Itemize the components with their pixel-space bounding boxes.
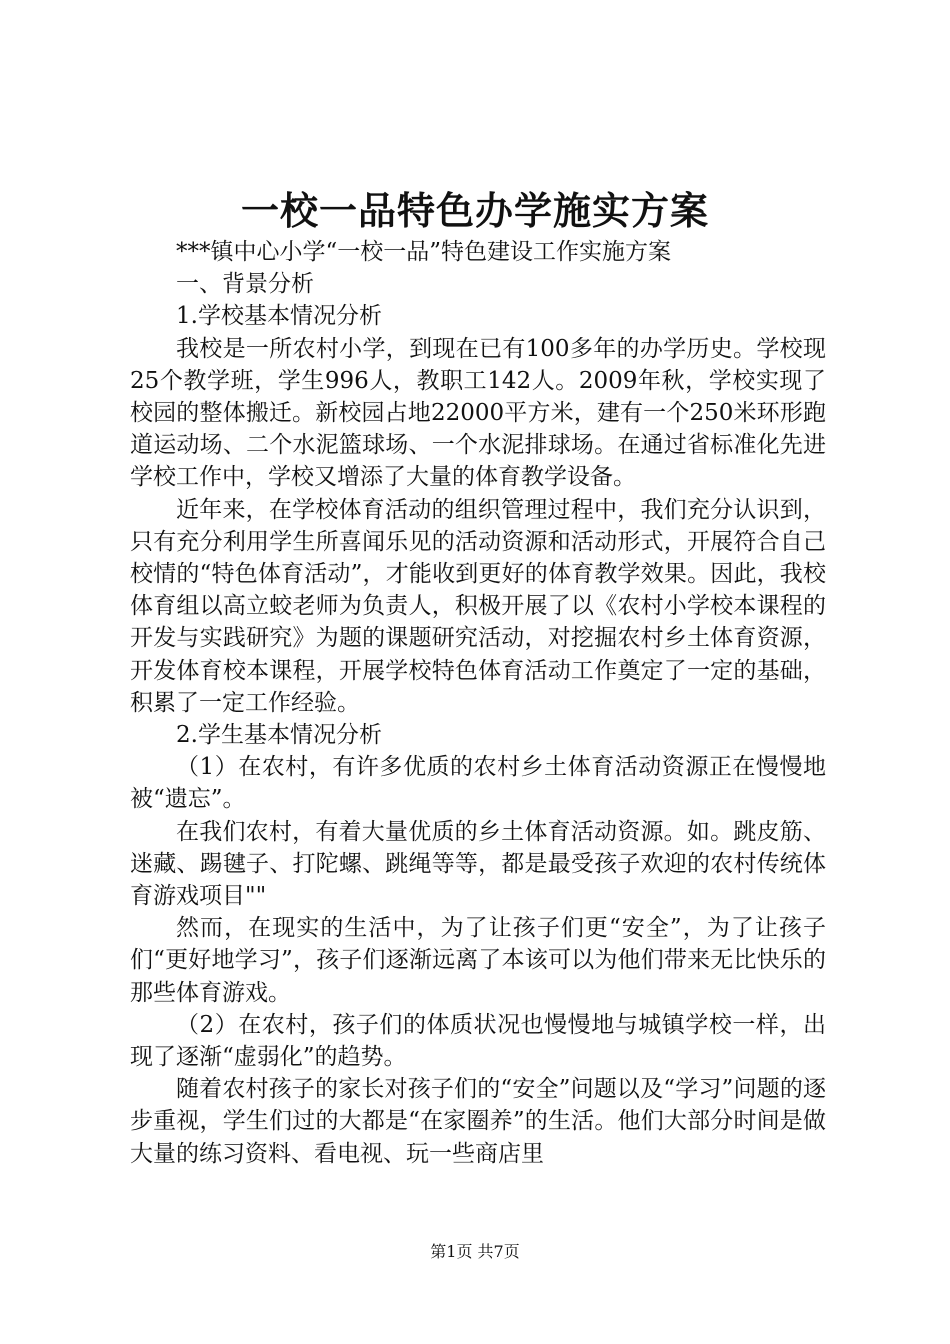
paragraph-rural-resources: 在我们农村，有着大量优质的乡土体育活动资源。如。跳皮筋、迷藏、踢毽子、打陀螺、跳绳等等，都是最受孩子欢迎的农村传统体育游戏项目"" [130, 818, 826, 910]
paragraph-school-intro: 我校是一所农村小学，到现在已有100多年的办学历史。学校现25个教学班，学生996人，教职工142人。2009年秋，学校实现了校园的整体搬迁。新校园占地22000平方米，建有一个250米环形跑道运动场、二个水泥篮球场、一个水泥排球场。在通过省标准化先进学校工作中，学校又增添了大量的体育教学设备。 [130, 335, 826, 491]
subtitle-paragraph: ***镇中心小学“一校一品”特色建设工作实施方案 [176, 239, 672, 265]
page-footer: 第1页 共7页 [430, 1242, 520, 1261]
paragraph-parents-concern: 随着农村孩子的家长对孩子们的“安全”问题以及“学习”问题的逐步重视，学生们过的大都是“在家圈养”的生活。他们大部分时间是做大量的练习资料、看电视、玩一些商店里 [130, 1076, 826, 1167]
paragraph-recent-years: 近年来，在学校体育活动的组织管理过程中，我们充分认识到，只有充分利用学生所喜闻乐见的活动资源和活动形式，开展符合自己校情的“特色体育活动”，才能收到更好的体育教学效果。因此，我校体育组以高立蛟老师为负责人，积极开展了以《农村小学校本课程的开发与实践研究》为题的课题研究活动，对挖掘农村乡土体育资源，开发体育校本课程，开展学校特色体育活动工作奠定了一定的基础，积累了一定工作经验。 [130, 496, 826, 716]
paragraph-point-2: （2）在农村，孩子们的体质状况也慢慢地与城镇学校一样，出现了逐渐“虚弱化”的趋势。 [130, 1011, 826, 1071]
section-heading-background: 一、背景分析 [176, 271, 314, 298]
subheading-school-analysis: 1.学校基本情况分析 [176, 303, 382, 330]
document-title: 一校一品特色办学施实方案 [240, 188, 709, 233]
subheading-student-analysis: 2.学生基本情况分析 [176, 722, 382, 749]
paragraph-however: 然而，在现实的生活中，为了让孩子们更“安全”，为了让孩子们“更好地学习”，孩子们逐渐远离了本该可以为他们带来无比快乐的那些体育游戏。 [130, 915, 826, 1006]
document-body [130, 236, 826, 1170]
paragraph-point-1: （1）在农村，有许多优质的农村乡土体育活动资源正在慢慢地被“遗忘”。 [130, 754, 826, 813]
